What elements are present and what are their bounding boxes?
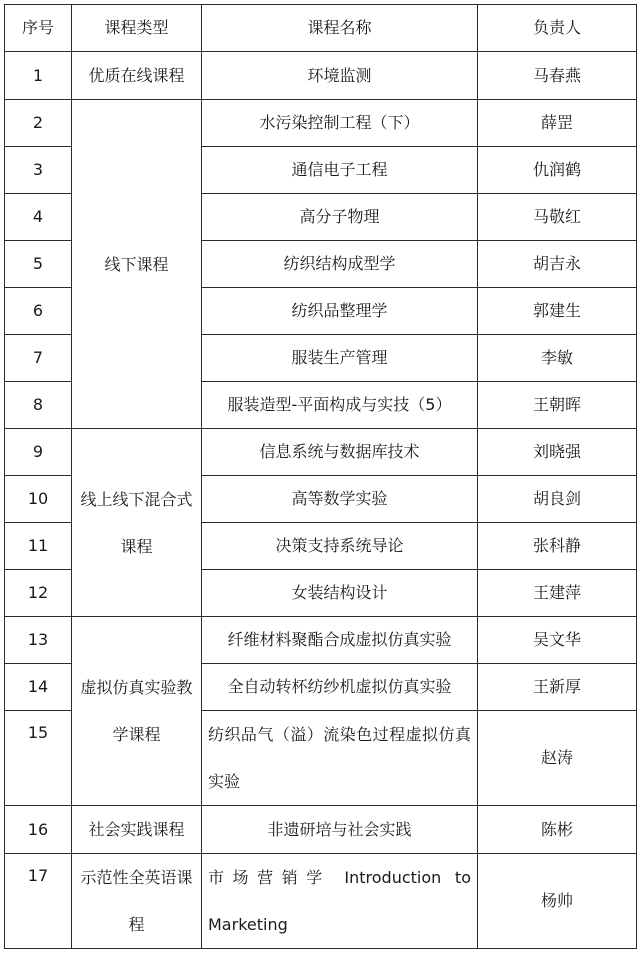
row-number: 16 (5, 806, 72, 854)
row-number: 3 (5, 147, 72, 194)
owner-name: 马春燕 (478, 52, 637, 100)
table-row (5, 429, 637, 476)
header-serial-number: 序号 (5, 5, 72, 52)
owner-name: 仇润鹤 (478, 147, 637, 194)
row-number: 4 (5, 194, 72, 241)
course-name: 服装生产管理 (202, 335, 478, 382)
table-row (5, 617, 637, 664)
table-row (5, 100, 637, 147)
course-name: 水污染控制工程（下） (202, 100, 478, 147)
row-number: 17 (5, 854, 72, 949)
course-type-cell: 线上线下混合式课程 (72, 429, 202, 617)
row-number: 1 (5, 52, 72, 100)
owner-name: 赵涛 (478, 711, 637, 806)
row-number: 5 (5, 241, 72, 288)
row-number: 7 (5, 335, 72, 382)
course-table (4, 4, 637, 949)
row-number: 15 (5, 711, 72, 806)
table-row (5, 52, 637, 100)
course-type-cell: 虚拟仿真实验教学课程 (72, 617, 202, 806)
course-name: 信息系统与数据库技术 (202, 429, 478, 476)
owner-name: 杨帅 (478, 854, 637, 949)
course-name: 服装造型-平面构成与实技（5） (202, 382, 478, 429)
row-number: 2 (5, 100, 72, 147)
course-type-cell: 线下课程 (72, 100, 202, 429)
course-type-cell: 示范性全英语课程 (72, 854, 202, 949)
owner-name: 王建萍 (478, 570, 637, 617)
owner-name: 吴文华 (478, 617, 637, 664)
course-type-cell: 优质在线课程 (72, 52, 202, 100)
course-name: 高分子物理 (202, 194, 478, 241)
course-name: 纺织品整理学 (202, 288, 478, 335)
row-number: 14 (5, 664, 72, 711)
table-header-row (5, 5, 637, 52)
row-number: 10 (5, 476, 72, 523)
course-type-cell: 社会实践课程 (72, 806, 202, 854)
row-number: 6 (5, 288, 72, 335)
course-name: 纤维材料聚酯合成虚拟仿真实验 (202, 617, 478, 664)
owner-name: 马敬红 (478, 194, 637, 241)
row-number: 13 (5, 617, 72, 664)
owner-name: 王朝晖 (478, 382, 637, 429)
course-name: 纺织品气（溢）流染色过程虚拟仿真实验 (202, 711, 478, 806)
row-number: 11 (5, 523, 72, 570)
course-name: 高等数学实验 (202, 476, 478, 523)
course-name: 通信电子工程 (202, 147, 478, 194)
course-name: 市场营销学 Introduction to Marketing (202, 854, 478, 949)
course-name: 女装结构设计 (202, 570, 478, 617)
table-row (5, 806, 637, 854)
header-course-name: 课程名称 (202, 5, 478, 52)
owner-name: 胡吉永 (478, 241, 637, 288)
row-number: 8 (5, 382, 72, 429)
owner-name: 薛罡 (478, 100, 637, 147)
owner-name: 王新厚 (478, 664, 637, 711)
header-owner: 负责人 (478, 5, 637, 52)
row-number: 12 (5, 570, 72, 617)
owner-name: 陈彬 (478, 806, 637, 854)
owner-name: 胡良剑 (478, 476, 637, 523)
row-number: 9 (5, 429, 72, 476)
owner-name: 刘晓强 (478, 429, 637, 476)
course-name: 非遗研培与社会实践 (202, 806, 478, 854)
table-row (5, 854, 637, 949)
owner-name: 张科静 (478, 523, 637, 570)
course-name: 全自动转杯纺纱机虚拟仿真实验 (202, 664, 478, 711)
course-name: 决策支持系统导论 (202, 523, 478, 570)
owner-name: 郭建生 (478, 288, 637, 335)
course-name: 纺织结构成型学 (202, 241, 478, 288)
owner-name: 李敏 (478, 335, 637, 382)
header-course-type: 课程类型 (72, 5, 202, 52)
course-name: 环境监测 (202, 52, 478, 100)
